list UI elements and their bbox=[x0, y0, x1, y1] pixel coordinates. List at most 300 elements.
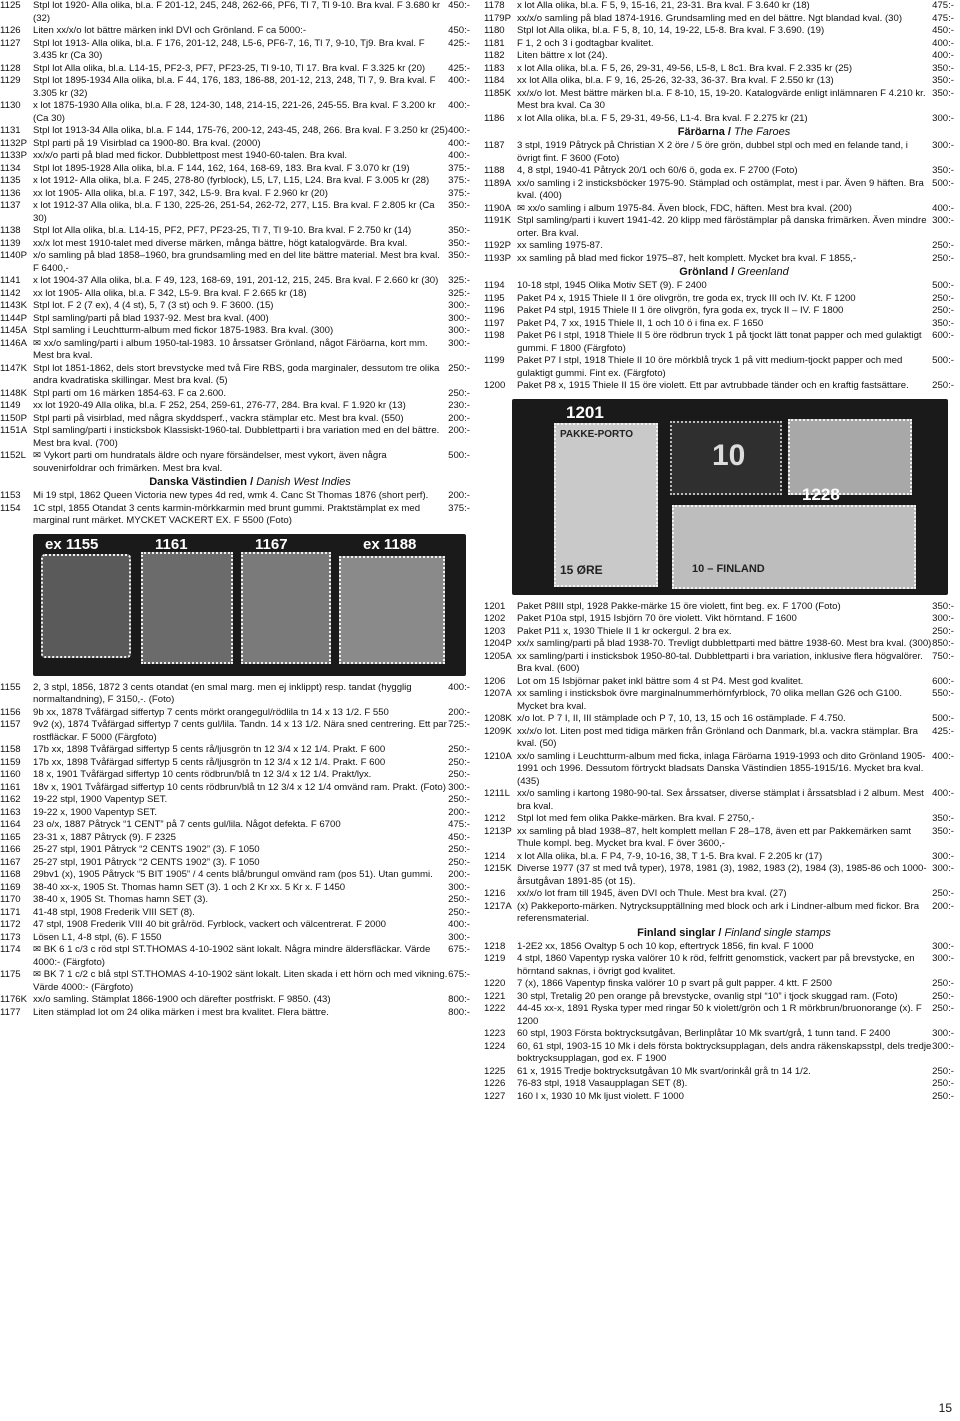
lot-entry bbox=[0, 0, 470, 25]
lot-entry bbox=[484, 888, 954, 901]
lot-entry bbox=[0, 363, 470, 388]
lot-price: 300:- bbox=[448, 312, 470, 324]
lot-description: Stpl samling/parti i insticksbok Klassiskt-1960-tal. Dubblettparti i bra variation med en del bättre. Mest bra kval. (700) bbox=[33, 425, 440, 449]
lot-description: xx/o samling. Stämplat 1866-1900 och därefter postfriskt. F 9850. (43) bbox=[33, 994, 331, 1005]
lot-number: 1125 bbox=[0, 0, 21, 11]
lot-entry bbox=[484, 1066, 954, 1079]
lot-number: 1146A bbox=[0, 337, 28, 349]
lot-number: 1147K bbox=[0, 362, 28, 374]
lot-price: 350:- bbox=[932, 62, 954, 74]
lot-price: 300:- bbox=[932, 863, 954, 874]
lot-number: 1197 bbox=[484, 317, 505, 329]
lot-description: xx lot 1905- Alla olika, bl.a. F 197, 342, L5-9. Bra kval. F 2.960 kr (20) bbox=[33, 187, 328, 199]
photo-label: 15 ØRE bbox=[560, 562, 603, 577]
right-column bbox=[484, 0, 954, 1103]
lot-price: 300:- bbox=[448, 781, 470, 793]
lot-description: Paket P6 I stpl, 1918 Thiele II 5 öre rödbrun tryck 1 på tjockt lätt tonat papper och med gulaktigt gummi. F 1800 (Färgfoto) bbox=[517, 330, 922, 354]
lot-number: 1143K bbox=[0, 300, 28, 311]
lot-number: 1162 bbox=[0, 794, 21, 805]
lot-number: 1126 bbox=[0, 25, 21, 36]
lot-entry bbox=[484, 25, 954, 38]
lot-list bbox=[0, 0, 470, 475]
lot-entry bbox=[0, 188, 470, 201]
lot-entry bbox=[484, 826, 954, 851]
lot-price: 200:- bbox=[448, 869, 470, 880]
lot-description: ✉ BK 6 1 c/3 c röd stpl ST.THOMAS 4-10-1902 sänt lokalt. Några mindre äldersfläckar. Värde 4000:- (Färgfoto) bbox=[33, 944, 431, 968]
lot-number: 1154 bbox=[0, 502, 21, 514]
lot-price: 400:- bbox=[448, 100, 470, 111]
lot-entry bbox=[484, 330, 954, 355]
lot-description: xx samling 1975-87. bbox=[517, 240, 603, 251]
lot-price: 800:- bbox=[448, 1006, 470, 1018]
lot-number: 1178 bbox=[484, 0, 505, 11]
lot-entry bbox=[484, 63, 954, 76]
lot-number: 1208K bbox=[484, 713, 512, 724]
lot-price: 400:- bbox=[448, 75, 470, 86]
lot-description: Paket P4 stpl, 1915 Thiele II 1 öre olivgrön, fyra goda ex, tryck II – IV. F 1800 bbox=[517, 305, 844, 316]
lot-entry bbox=[484, 253, 954, 266]
lot-entry bbox=[484, 1003, 954, 1028]
lot-number: 1204P bbox=[484, 638, 512, 649]
stamp-image bbox=[41, 554, 131, 658]
lot-price: 600:- bbox=[932, 675, 954, 687]
lot-price: 250:- bbox=[932, 252, 954, 264]
lot-entry bbox=[484, 293, 954, 306]
lot-entry bbox=[484, 601, 954, 614]
lot-description: x lot Alla olika, bl.a. F 5, 26, 29-31, 49-56, L5-8, L 8c1. Bra kval. F 2.335 kr (25) bbox=[517, 62, 853, 74]
photo-label: 1161 bbox=[155, 535, 188, 553]
lot-price: 475:- bbox=[448, 819, 470, 830]
lot-description: Stpl parti på visirblad, med några skyddsperf., vackra stämplar etc. Mest bra kval. (550) bbox=[33, 412, 404, 424]
lot-entry bbox=[484, 941, 954, 954]
lot-entry bbox=[484, 355, 954, 380]
lot-number: 1211L bbox=[484, 788, 510, 799]
lot-entry bbox=[0, 744, 470, 757]
lot-description: ✉ BK 7 1 c/2 c blå stpl ST.THOMAS 4-10-1902 sänt lokalt. Liten skada i ett hörn och med vikning. Värde 4000:- (Färgfoto) bbox=[33, 969, 448, 993]
lot-price: 250:- bbox=[932, 1078, 954, 1089]
lot-entry bbox=[0, 325, 470, 338]
lot-list bbox=[0, 490, 470, 528]
lot-price: 350:- bbox=[932, 813, 954, 824]
lot-price: 250:- bbox=[932, 380, 954, 391]
photo-label: 10 – FINLAND bbox=[692, 562, 765, 575]
photo-label: PAKKE-PORTO bbox=[560, 428, 633, 440]
lot-entry bbox=[0, 769, 470, 782]
lot-entry bbox=[484, 813, 954, 826]
lot-entry bbox=[484, 626, 954, 639]
lot-description: 47 stpl, 1908 Frederik VIII 40 bit grå/röd. Fyrblock, vackert och välcentrerat. F 2000 bbox=[33, 919, 387, 930]
lot-price: 250:- bbox=[448, 744, 470, 755]
lot-number: 1140P bbox=[0, 250, 28, 261]
photo-label: 10 bbox=[712, 438, 746, 472]
lot-entry bbox=[484, 88, 954, 113]
lot-entry bbox=[484, 113, 954, 126]
lot-number: 1186 bbox=[484, 112, 505, 124]
lot-price: 450:- bbox=[448, 0, 470, 11]
lot-number: 1213P bbox=[484, 825, 512, 837]
lot-price: 400:- bbox=[932, 202, 954, 214]
lot-entry bbox=[484, 863, 954, 888]
lot-entry bbox=[0, 175, 470, 188]
lot-description: xx/x samling/parti på blad 1938-70. Trevligt dubblettparti med bättre 1938-60. Mest bra kval. (300) bbox=[517, 638, 932, 649]
lot-number: 1165 bbox=[0, 831, 21, 843]
lot-description: 25-27 stpl, 1901 Påtryck “2 CENTS 1902” (3). F 1050 bbox=[33, 856, 260, 868]
lot-entry bbox=[484, 50, 954, 63]
lot-description: Paket P4 x, 1915 Thiele II 1 öre olivgrön, tre goda ex, tryck III och IV. Kt. F 1200 bbox=[517, 292, 856, 304]
lot-description: ✉ xx/o samling/parti i album 1950-tal-1983. 10 årssatser Grönland, något Färöarna, kort mm. Mest bra kval. bbox=[33, 337, 428, 361]
lot-description: x lot Alla olika, bl.a. F 5, 29-31, 49-56, L1-4. Bra kval. F 2.275 kr (21) bbox=[517, 112, 808, 124]
lot-description: ✉ Vykort parti om hundratals äldre och nyare försändelser, mest vykort, även några souvenirfoldrar och frimärken. Mest bra kval. bbox=[33, 450, 387, 474]
lot-entry bbox=[0, 682, 470, 707]
lot-entry bbox=[484, 318, 954, 331]
lot-entry bbox=[0, 794, 470, 807]
lot-number: 1171 bbox=[0, 906, 21, 918]
lot-price: 375:- bbox=[448, 187, 470, 199]
lot-price: 400:- bbox=[932, 750, 954, 762]
lot-number: 1135 bbox=[0, 175, 21, 186]
lot-description: Paket P8 x, 1915 Thiele II 15 öre violett. Ett par avtrubbade tänder och en kraftig fastsättare. bbox=[517, 380, 909, 391]
lot-description: x lot Alla olika, bl.a. F P4, 7-9, 10-16, 38, T 1-5. Bra kval. F 2.205 kr (17) bbox=[517, 850, 823, 862]
lot-entry bbox=[484, 38, 954, 51]
lot-list bbox=[484, 941, 954, 1104]
lot-number: 1155 bbox=[0, 681, 21, 693]
lot-price: 300:- bbox=[932, 940, 954, 952]
lot-description: ✉ xx/o samling i album 1975-84. Även block, FDC, häften. Mest bra kval. (200) bbox=[517, 202, 852, 214]
lot-description: xx lot Alla olika, bl.a. F 9, 16, 25-26, 32-33, 36-37. Bra kval. F 2.550 kr (13) bbox=[517, 75, 834, 86]
lot-number: 1160 bbox=[0, 769, 21, 780]
lot-entry bbox=[0, 125, 470, 138]
lot-number: 1203 bbox=[484, 625, 506, 637]
lot-number: 1161 bbox=[0, 781, 21, 793]
lot-price: 300:- bbox=[932, 1040, 954, 1052]
lot-entry bbox=[484, 165, 954, 178]
lot-price: 800:- bbox=[448, 994, 470, 1005]
lot-number: 1176K bbox=[0, 994, 28, 1005]
lot-description: 1C stpl, 1855 Otandat 3 cents karmin-mörkkarmin med brunt gummi. Praktstämplat ex med marginal runt märket. MYCKET VACKERT EX. F 5500 (Foto) bbox=[33, 502, 421, 526]
lot-entry bbox=[0, 238, 470, 251]
lot-description: 41-48 stpl, 1908 Frederik VIII SET (8). bbox=[33, 906, 195, 918]
lot-price: 450:- bbox=[448, 831, 470, 843]
lot-number: 1168 bbox=[0, 869, 21, 880]
lot-price: 300:- bbox=[448, 881, 470, 893]
lot-entry bbox=[484, 215, 954, 240]
lot-number: 1174 bbox=[0, 944, 21, 955]
lot-price: 325:- bbox=[448, 287, 470, 299]
lot-description: xx samling/parti i insticksbok 1950-80-tal. Dubblettparti i bra variation, inklusive flera högvalörer. Bra kval. (600) bbox=[517, 650, 923, 674]
lot-price: 250:- bbox=[448, 794, 470, 805]
lot-number: 1223 bbox=[484, 1028, 506, 1039]
lot-entry bbox=[0, 819, 470, 832]
lot-price: 400:- bbox=[448, 137, 470, 149]
lot-description: Mi 19 stpl, 1862 Queen Victoria new types 4d red, wmk 4. Canc St Thomas 1876 (short perf). bbox=[33, 490, 429, 501]
lot-list bbox=[484, 601, 954, 926]
page-number: 15 bbox=[938, 1401, 952, 1415]
photo-label: 1228 bbox=[802, 484, 840, 504]
lot-entry bbox=[0, 707, 470, 720]
lot-price: 300:- bbox=[448, 300, 470, 311]
lot-number: 1206 bbox=[484, 675, 506, 687]
lot-description: xx/o samling i Leuchtturm-album med ficka, inlaga Färöarna 1919-1993 och dito Grönland 1905-1991 och 1996. Dessutom förtryckt bladsats Danska Västindien 1855-1915/16. Mycket bra kval. (435) bbox=[517, 750, 926, 787]
lot-number: 1169 bbox=[0, 881, 21, 893]
lot-number: 1166 bbox=[0, 844, 21, 855]
lot-description: x/o samling på blad 1858–1960, bra grundsamling med en del lite bättre material. Mest bra kval. F 6400,- bbox=[33, 250, 440, 274]
lot-price: 475:- bbox=[932, 12, 954, 24]
lot-number: 1158 bbox=[0, 744, 21, 755]
lot-entry bbox=[0, 200, 470, 225]
lot-price: 400:- bbox=[448, 919, 470, 930]
lot-entry bbox=[484, 613, 954, 626]
lot-price: 200:- bbox=[448, 490, 470, 501]
lot-description: x lot 1912-37 Alla olika, bl.a. F 130, 225-26, 251-54, 262-72, 277, L15. Bra kval. F 2.805 kr (Ca 30) bbox=[33, 200, 435, 224]
lot-number: 1167 bbox=[0, 856, 21, 868]
lot-entry bbox=[484, 1041, 954, 1066]
lot-number: 1144P bbox=[0, 312, 28, 324]
lot-number: 1153 bbox=[0, 490, 21, 501]
lot-entry bbox=[484, 851, 954, 864]
lot-price: 400:- bbox=[448, 125, 470, 136]
lot-number: 1227 bbox=[484, 1090, 506, 1102]
lot-number: 1127 bbox=[0, 37, 21, 49]
lot-number: 1148K bbox=[0, 387, 28, 399]
lot-entry bbox=[0, 400, 470, 413]
lot-entry bbox=[484, 651, 954, 676]
lot-number: 1170 bbox=[0, 894, 21, 905]
lot-price: 250:- bbox=[448, 769, 470, 780]
stamp-image bbox=[788, 419, 912, 495]
lot-description: 18v x, 1901 Tvåfärgad siffertyp 10 cents rödbrun/blå tn 12 3/4 x 12 1/4 omvänd ram. Prakt. (Foto) bbox=[33, 781, 446, 793]
lot-price: 300:- bbox=[932, 112, 954, 124]
lot-entry bbox=[484, 305, 954, 318]
lot-number: 1159 bbox=[0, 756, 21, 768]
lot-price: 400:- bbox=[932, 788, 954, 799]
lot-description: Stpl lot. F 2 (7 ex), 4 (4 st), 5, 7 (3 st) och 9. F 3600. (15) bbox=[33, 300, 274, 311]
lot-price: 425:- bbox=[448, 37, 470, 49]
lot-price: 725:- bbox=[448, 719, 470, 730]
lot-price: 200:- bbox=[932, 900, 954, 912]
lot-entry bbox=[0, 503, 470, 528]
lot-description: xx samling på blad 1938–87, helt komplett mellan F 28–178, även ett par Pakkemärken samt Thule kompl. beg. Mycket bra kval. F över 3600,- bbox=[517, 825, 912, 849]
lot-number: 1224 bbox=[484, 1040, 506, 1052]
lot-description: xx/o samling i kartong 1980-90-tal. Sex årssatser, diverse stämplat i årssatsblad i 2 album. Mest bra kval. bbox=[517, 788, 924, 812]
lot-entry bbox=[484, 953, 954, 978]
lot-price: 500:- bbox=[932, 177, 954, 189]
lot-price: 300:- bbox=[448, 337, 470, 349]
lot-description: xx/x/o samling på blad 1874-1916. Grundsamling med en del bättre. Ngt blandad kval. (30) bbox=[517, 12, 903, 24]
lot-number: 1215K bbox=[484, 863, 512, 874]
lot-price: 400:- bbox=[448, 150, 470, 161]
lot-description: Stpl parti om 16 märken 1854-63. F ca 2.600. bbox=[33, 387, 227, 399]
lot-number: 1139 bbox=[0, 237, 21, 249]
lot-price: 350:- bbox=[932, 825, 954, 837]
lot-price: 750:- bbox=[932, 650, 954, 662]
lot-price: 300:- bbox=[448, 931, 470, 943]
lot-number: 1130 bbox=[0, 100, 21, 111]
lot-entry bbox=[0, 882, 470, 895]
lot-description: Stpl lot 1851-1862, dels stort brevstycke med två Fire RBS, goda marginaler, dessutom tre olika andra kvadratiska skillingar. Mest bra kval. (5) bbox=[33, 362, 440, 386]
lot-price: 300:- bbox=[932, 140, 954, 151]
section-heading-greenland: Grönland / Greenland bbox=[679, 266, 789, 278]
lot-price: 250:- bbox=[932, 888, 954, 899]
lot-number: 1212 bbox=[484, 813, 506, 824]
lot-description: Liten xx/x/o lot bättre märken inkl DVI och Grönland. F ca 5000:- bbox=[33, 25, 307, 36]
lot-number: 1202 bbox=[484, 613, 506, 624]
lot-number: 1222 bbox=[484, 1003, 506, 1014]
lot-number: 1157 bbox=[0, 719, 21, 730]
lot-description: 76-83 stpl, 1918 Vasaupplagan SET (8). bbox=[517, 1078, 688, 1089]
lot-entry bbox=[0, 757, 470, 770]
stamp-photo-left bbox=[33, 534, 466, 676]
lot-number: 1217A bbox=[484, 900, 512, 912]
lot-price: 350:- bbox=[448, 237, 470, 249]
stamp-image bbox=[672, 505, 916, 589]
lot-entry bbox=[0, 163, 470, 176]
lot-description: Stpl lot 1920- Alla olika, bl.a. F 201-12, 245, 248, 262-66, PF6, Tl 7, Tl 9-10. Bra kval. F 3.680 kr (32) bbox=[33, 0, 441, 24]
lot-number: 1179P bbox=[484, 12, 512, 24]
lot-number: 1131 bbox=[0, 125, 21, 136]
lot-entry bbox=[484, 13, 954, 26]
lot-number: 1152L bbox=[0, 450, 26, 461]
lot-entry bbox=[0, 100, 470, 125]
lot-price: 500:- bbox=[932, 713, 954, 724]
lot-description: x/o lot. P 7 I, II, III stämplade och P 7, 10, 13, 15 och 16 ostämplade. F 4.750. bbox=[517, 713, 846, 724]
lot-description: 17b xx, 1898 Tvåfärgad siffertyp 5 cents rå/ljusgrön tn 12 3/4 x 12 1/4. Prakt. F 600 bbox=[33, 744, 386, 755]
lot-number: 1134 bbox=[0, 162, 21, 174]
lot-number: 1192P bbox=[484, 240, 512, 251]
lot-entry bbox=[0, 250, 470, 275]
lot-price: 350:- bbox=[448, 200, 470, 211]
lot-number: 1218 bbox=[484, 940, 506, 952]
lot-price: 375:- bbox=[448, 162, 470, 174]
lot-list bbox=[484, 0, 954, 125]
lot-price: 200:- bbox=[448, 412, 470, 424]
section-heading-dwi: Danska Västindien / Danish West Indies bbox=[149, 476, 351, 488]
lot-price: 200:- bbox=[448, 706, 470, 718]
lot-price: 300:- bbox=[932, 850, 954, 862]
lot-price: 450:- bbox=[448, 25, 470, 36]
lot-price: 425:- bbox=[448, 62, 470, 74]
lot-price: 400:- bbox=[932, 37, 954, 49]
lot-description: Stpl samling/parti på blad 1937-92. Mest bra kval. (400) bbox=[33, 312, 269, 324]
lot-description: Stpl lot 1895-1934 Alla olika, bl.a. F 44, 176, 183, 186-88, 201-12, 213, 248, Tl 7, 9. Bra kval. F 3.305 kr (32) bbox=[33, 75, 436, 99]
lot-number: 1188 bbox=[484, 165, 505, 176]
lot-entry bbox=[0, 894, 470, 907]
lot-description: 25-27 stpl, 1901 Påtryck “2 CENTS 1902” (3). F 1050 bbox=[33, 844, 260, 855]
lot-description: x lot 1904-37 Alla olika, bl.a. F 49, 123, 168-69, 191, 201-12, 215, 245. Bra kval. F 2.660 kr (30) bbox=[33, 275, 439, 286]
lot-number: 1221 bbox=[484, 990, 506, 1002]
lot-price: 250:- bbox=[932, 240, 954, 251]
lot-entry bbox=[0, 38, 470, 63]
lot-price: 350:- bbox=[932, 600, 954, 612]
lot-number: 1129 bbox=[0, 75, 21, 86]
lot-number: 1136 bbox=[0, 187, 21, 199]
lot-entry bbox=[484, 1028, 954, 1041]
lot-number: 1185K bbox=[484, 87, 512, 99]
lot-description: Lösen L1, 4-8 stpl, (6). F 1550 bbox=[33, 931, 162, 943]
lot-entry bbox=[0, 994, 470, 1007]
lot-entry bbox=[484, 75, 954, 88]
lot-number: 1187 bbox=[484, 140, 505, 151]
lot-price: 450:- bbox=[932, 25, 954, 36]
lot-entry bbox=[484, 751, 954, 789]
lot-entry bbox=[0, 719, 470, 744]
lot-description: Paket P8III stpl, 1928 Pakke-märke 15 öre violett, fint beg. ex. F 1700 (Foto) bbox=[517, 600, 841, 612]
lot-description: Stpl samling/parti i kuvert 1941-42. 20 klipp med färöstämplar på danska frimärken. Även mindre orter. Bra kval. bbox=[517, 215, 927, 239]
lot-price: 600:- bbox=[932, 330, 954, 341]
lot-number: 1207A bbox=[484, 688, 512, 699]
lot-description: 30 stpl, Tretalig 20 pen orange på brevstycke, ovanlig stpl “10” i tjock skuggad ram. (Foto) bbox=[517, 990, 898, 1002]
lot-description: Stpl lot 1895-1928 Alla olika, bl.a. F 144, 162, 164, 168-69, 183. Bra kval. F 3.070 kr (19) bbox=[33, 162, 410, 174]
lot-entry bbox=[0, 807, 470, 820]
lot-price: 500:- bbox=[932, 280, 954, 291]
lot-description: Stpl lot 1913-34 Alla olika, bl.a. F 144, 175-76, 200-12, 243-45, 248, 266. Bra kval. F 3.250 kr (25) bbox=[33, 125, 448, 136]
lot-number: 1133P bbox=[0, 150, 28, 161]
lot-entry bbox=[0, 450, 470, 475]
lot-number: 1137 bbox=[0, 200, 21, 211]
lot-number: 1128 bbox=[0, 62, 21, 74]
lot-price: 400:- bbox=[448, 681, 470, 693]
lot-description: x lot 1912- Alla olika, bl.a. F 245, 278-80 (fyrblock), L5, L7, L15, L24. Bra kval. F 3.005 kr (28) bbox=[33, 175, 430, 186]
lot-description: x lot 1875-1930 Alla olika, bl.a. F 28, 124-30, 148, 214-15, 221-26, 245-55. Bra kval. F 3.200 kr (Ca 30) bbox=[33, 100, 436, 124]
lot-description: 1-2E2 xx, 1856 Ovaltyp 5 och 10 kop, eftertryck 1856, fin kval. F 1000 bbox=[517, 940, 814, 952]
lot-entry bbox=[0, 25, 470, 38]
lot-number: 1180 bbox=[484, 25, 505, 36]
lot-number: 1219 bbox=[484, 953, 506, 964]
lot-entry bbox=[0, 782, 470, 795]
lot-price: 250:- bbox=[932, 1003, 954, 1014]
lot-price: 250:- bbox=[932, 978, 954, 989]
lot-description: Stpl lot 1913- Alla olika, bl.a. F 176, 201-12, 248, L5-6, PF6-7, 16, Tl 7, 9-10, Tj9. Bra kval. F 3.435 kr (Ca 30) bbox=[33, 37, 425, 61]
section-heading-faroe: Färöarna / The Faroes bbox=[677, 126, 791, 138]
lot-entry bbox=[484, 240, 954, 253]
lot-entry bbox=[0, 1007, 470, 1020]
lot-entry bbox=[0, 425, 470, 450]
lot-description: 60 stpl, 1903 Första boktrycksutgåvan, Berlinplåtar 10 Mk svart/grå, 1 tunn tand. F 2400 bbox=[517, 1028, 891, 1039]
lot-description: Stpl lot Alla olika, bl.a. L14-15, PF2-3, PF7, PF23-25, Tl 9-10, Tl 17. Bra kval. F 3.325 kr (20) bbox=[33, 62, 426, 74]
lot-description: 3 stpl, 1919 Påtryck på Christian X 2 öre / 5 öre grön, dubbel stpl och med en felande tand, i övrigt fint. F 3600 (Foto) bbox=[517, 140, 908, 164]
lot-entry bbox=[484, 638, 954, 651]
photo-label: ex 1188 bbox=[363, 535, 417, 553]
lot-entry bbox=[0, 338, 470, 363]
lot-price: 350:- bbox=[448, 225, 470, 236]
lot-number: 1184 bbox=[484, 75, 505, 86]
lot-number: 1209K bbox=[484, 725, 512, 737]
lot-description: 38-40 xx-x, 1905 St. Thomas hamn SET (3). 1 och 2 Kr xx. 5 Kr x. F 1450 bbox=[33, 881, 346, 893]
lot-entry bbox=[0, 413, 470, 426]
lot-list bbox=[0, 682, 470, 1020]
lot-price: 250:- bbox=[448, 894, 470, 905]
lot-number: 1138 bbox=[0, 225, 21, 236]
lot-description: Diverse 1977 (37 st med två typer), 1978, 1981 (3), 1982, 1983 (2), 1984 (3), 1985-86 och 1000-årsutgåvan 1891-85 (ot 15). bbox=[517, 863, 927, 887]
lot-description: xx lot 1920-49 Alla olika, bl.a. F 252, 254, 259-61, 276-77, 284. Bra kval. F 1.920 kr (13) bbox=[33, 400, 406, 411]
lot-entry bbox=[0, 388, 470, 401]
lot-description: 160 I x, 1930 10 Mk ljust violett. F 1000 bbox=[517, 1090, 684, 1102]
lot-price: 400:- bbox=[932, 50, 954, 61]
lot-entry bbox=[484, 726, 954, 751]
lot-number: 1191K bbox=[484, 215, 512, 226]
lot-price: 850:- bbox=[932, 638, 954, 649]
section-heading-finland: Finland singlar / Finland single stamps bbox=[637, 926, 831, 939]
lot-number: 1181 bbox=[484, 37, 505, 49]
lot-description: 29bv1 (x), 1905 Påtryck “5 BIT 1905” / 4 cents blå/brungul omvänd ram (pos 51). Utan gummi. bbox=[33, 869, 433, 880]
lot-price: 250:- bbox=[448, 362, 470, 374]
lot-price: 250:- bbox=[448, 844, 470, 855]
lot-description: 9b xx, 1878 Tvåfärgad siffertyp 7 cents mörkt orangegul/rödlila tn 14 x 13 1/2. F 550 bbox=[33, 706, 389, 718]
lot-entry bbox=[0, 288, 470, 301]
lot-description: 23-31 x, 1887 Påtryck (9). F 2325 bbox=[33, 831, 176, 843]
stamp-image bbox=[339, 556, 445, 664]
photo-label: ex 1155 bbox=[45, 535, 99, 553]
lot-number: 1194 bbox=[484, 280, 505, 291]
